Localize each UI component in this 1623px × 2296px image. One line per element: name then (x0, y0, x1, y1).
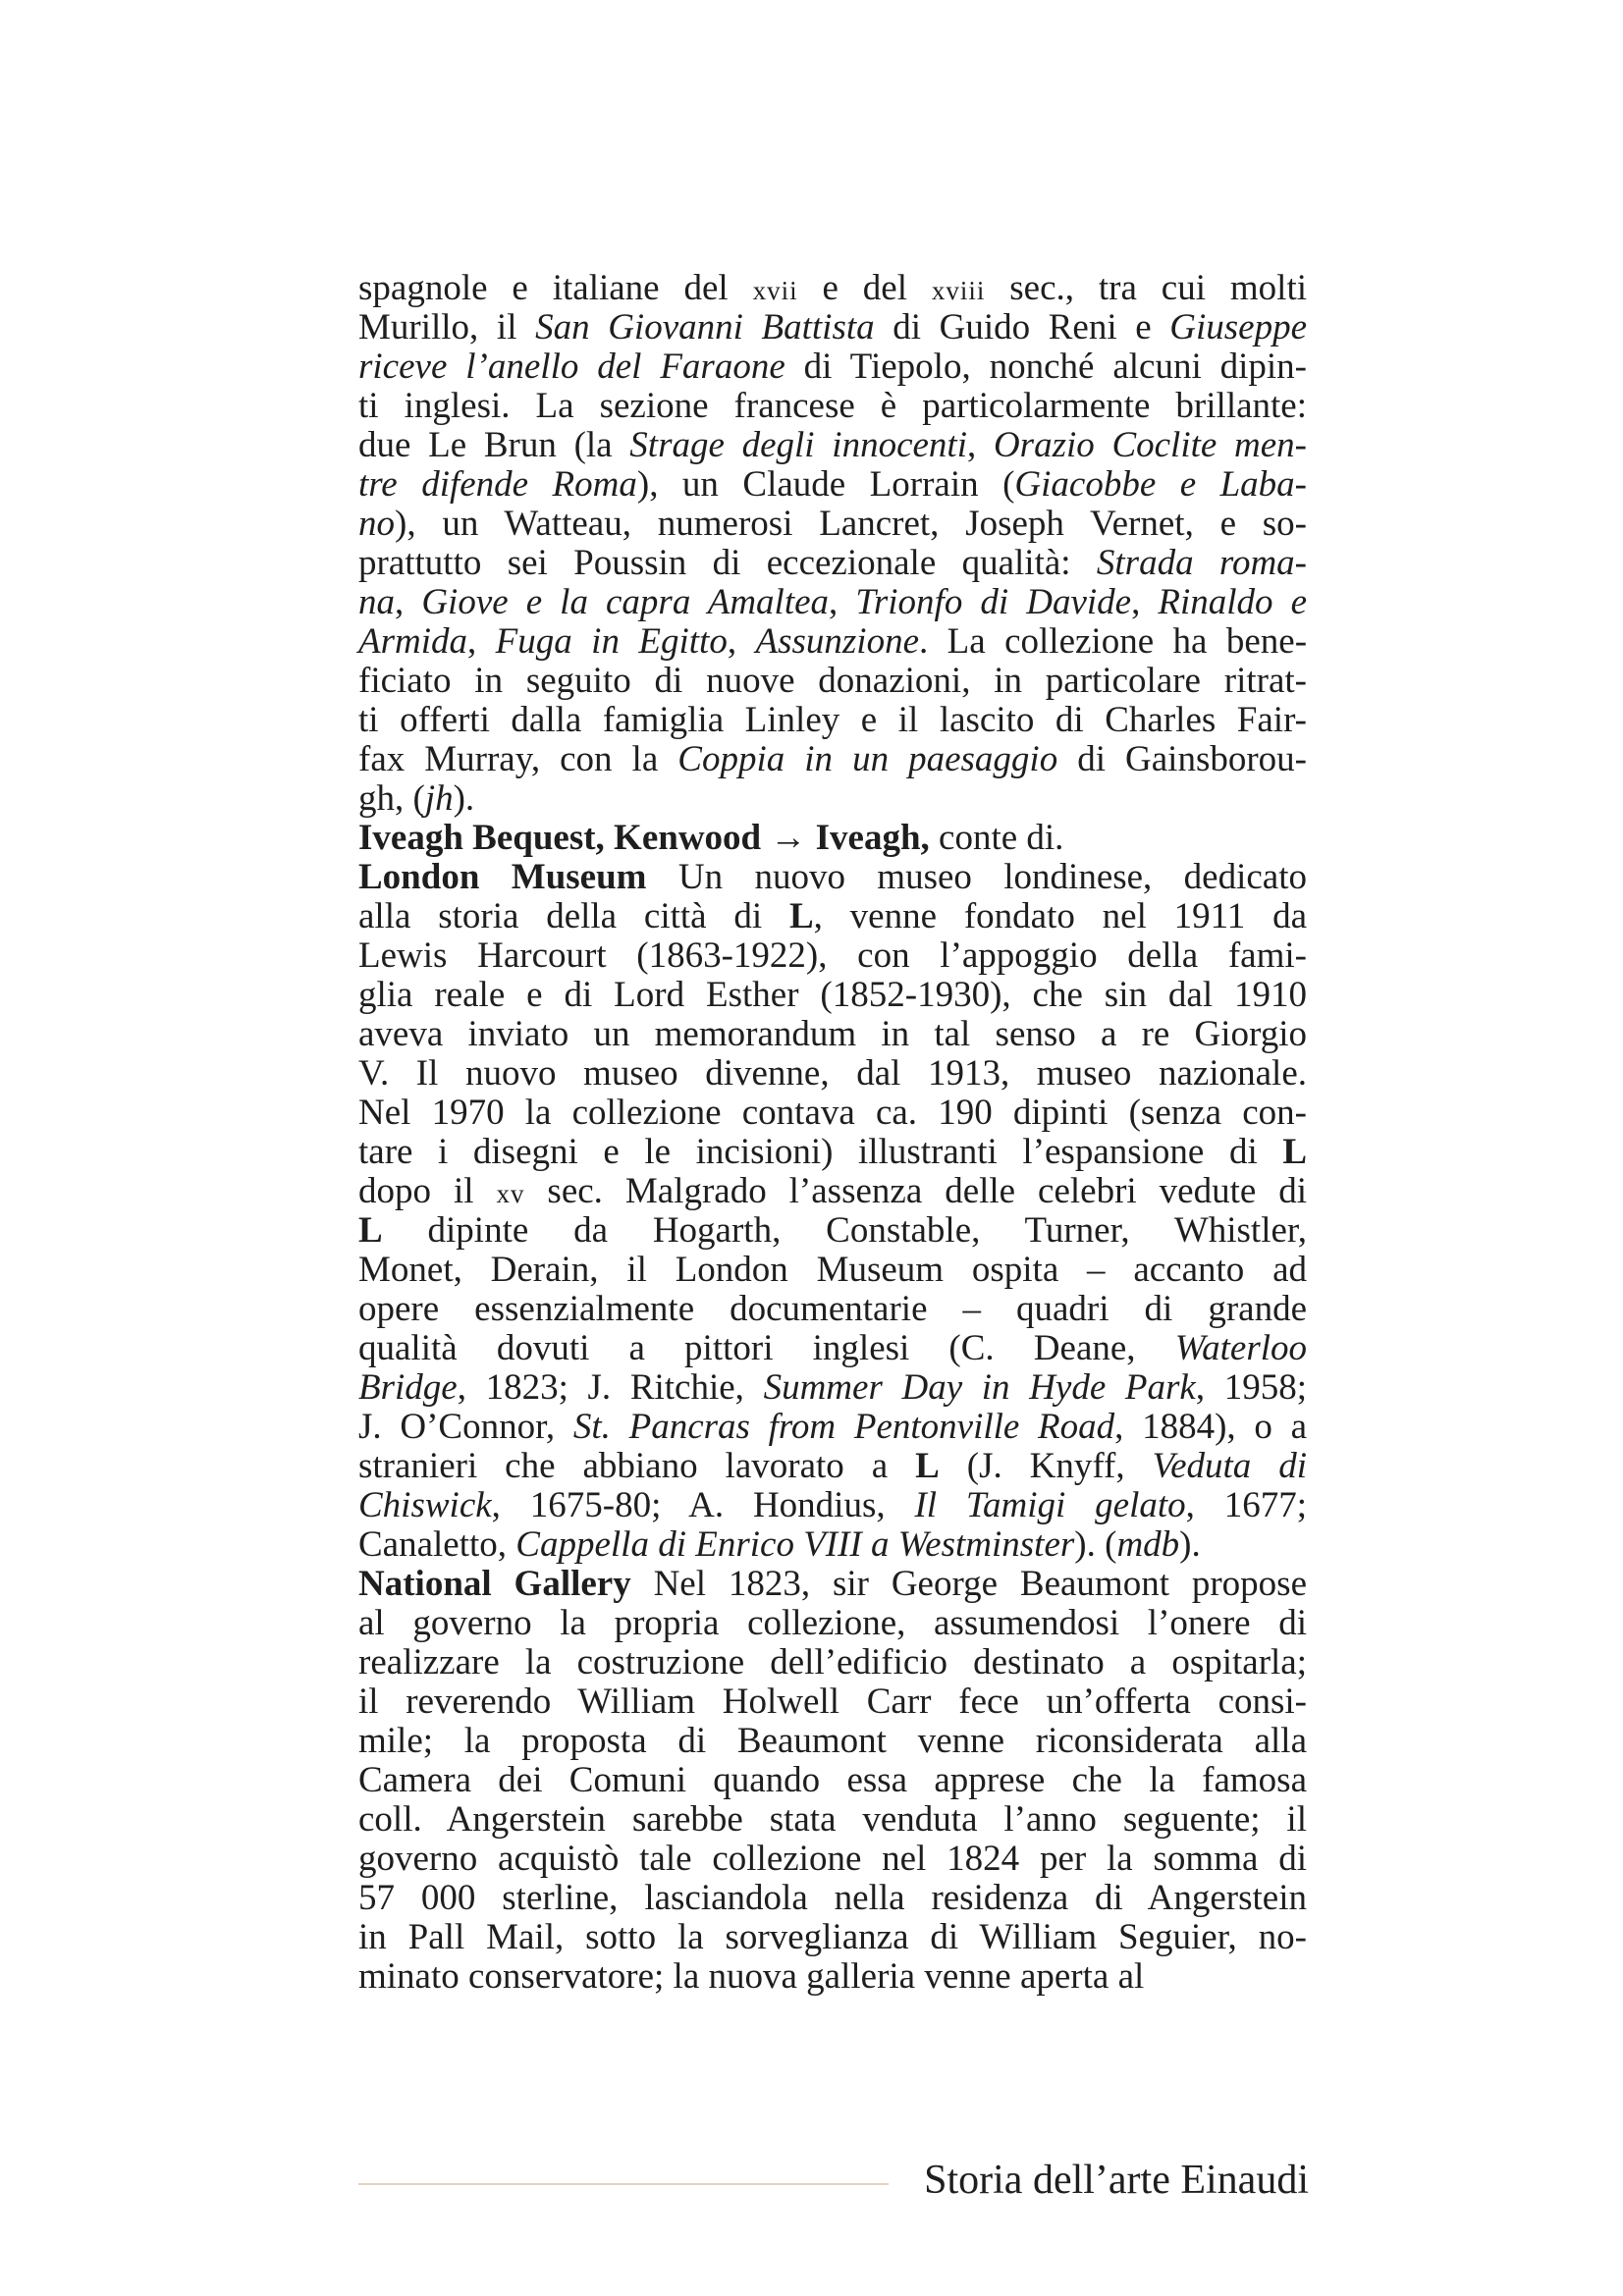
text-span: San Giovanni Battista (535, 307, 875, 347)
text-span: realizzare la costruzione dell’edificio destinato a ospitarla; (358, 1642, 1307, 1682)
text-span: ). (453, 778, 475, 819)
text-span: prattutto sei Poussin di eccezionale qualità: (358, 543, 1097, 583)
text-span: Trionfo di Davide (855, 582, 1132, 622)
text-line (358, 701, 1307, 740)
text-span: il reverendo William Holwell Carr fece un’offerta consi- (358, 1682, 1307, 1722)
text-span: opere essenzialmente documentarie – quadri di grande (358, 1289, 1307, 1329)
text-line (358, 976, 1307, 1015)
text-span: J. O’Connor, (358, 1407, 573, 1447)
text-span: Canaletto, (358, 1524, 516, 1565)
text-span: Un nuovo museo londinese, dedicato (646, 857, 1307, 897)
text-span: Cappella di Enrico VIII a Westminster (515, 1524, 1075, 1565)
text-span: coll. Angerstein sarebbe stata venduta l’anno seguente; il (358, 1799, 1307, 1840)
text-span: Assunzione (755, 621, 919, 662)
text-span: xv (496, 1179, 525, 1208)
text-span: mdb (1116, 1524, 1180, 1565)
text-span: Veduta di (1152, 1446, 1308, 1486)
text-span: , 1884), o a (1114, 1407, 1308, 1447)
text-span: tare i disegni e le incisioni) illustranti l’espansione di (358, 1132, 1283, 1172)
text-span: L (788, 896, 814, 936)
text-span: Nel 1823, sir George Beaumont propose (630, 1564, 1307, 1604)
text-line (358, 505, 1307, 544)
text-line (358, 897, 1307, 936)
text-line (358, 858, 1307, 897)
text-span: 57 000 sterline, lasciandola nella residenza di Angerstein (358, 1878, 1307, 1918)
text-span: London Museum (358, 857, 647, 897)
text-span: tre difende Roma (358, 464, 637, 505)
text-span: riceve l’anello del Faraone (358, 347, 785, 387)
text-span: di Tiepolo, nonché alcuni dipin- (784, 347, 1308, 387)
text-line (358, 1565, 1307, 1604)
text-span: Chiswick (358, 1485, 492, 1525)
text-span: no (358, 504, 395, 544)
text-span: glia reale e di Lord Esther (1852-1930), che sin dal 1910 (358, 975, 1307, 1015)
text-span: St. Pancras from Pentonville Road (572, 1407, 1115, 1447)
text-line (358, 1408, 1307, 1447)
text-span: due Le Brun (la (358, 425, 630, 465)
text-span: ), un Claude Lorrain ( (636, 464, 1015, 505)
text-span: ficiato in seguito di nuove donazioni, in particolare ritrat- (358, 661, 1307, 701)
text-line (358, 1251, 1307, 1290)
text-line (358, 936, 1307, 976)
text-line (358, 1604, 1307, 1643)
text-span: di Guido Reni e (874, 307, 1170, 347)
text-line (358, 1525, 1307, 1565)
text-span: ti inglesi. La sezione francese è particolarmente brillante: (358, 386, 1307, 426)
text-span: Monet, Derain, il London Museum ospita – accanto ad (358, 1250, 1307, 1290)
text-span: qualità dovuti a pittori inglesi (C. Deane, (358, 1328, 1175, 1368)
text-line (358, 1800, 1307, 1840)
text-span: xviii (931, 276, 986, 305)
text-span: Coppia in un paesaggio (677, 739, 1058, 779)
text-span: . La collezione ha bene- (919, 621, 1308, 662)
text-span: ), un Watteau, numerosi Lancret, Joseph Vernet, e so- (395, 504, 1307, 544)
text-span: L (1282, 1132, 1307, 1172)
text-span: governo acquistò tale collezione nel 1824 per la somma di (358, 1839, 1307, 1879)
text-span: Il Tamigi gelato (914, 1485, 1186, 1525)
text-line (358, 779, 1307, 819)
text-line (358, 662, 1307, 701)
text-span: Waterloo (1174, 1328, 1307, 1368)
text-span: , 1958; (1195, 1367, 1308, 1408)
text-line (358, 269, 1307, 308)
text-span: Murillo, il (358, 307, 536, 347)
text-span: Iveagh Bequest, Kenwood → Iveagh, (358, 818, 930, 858)
footer-title: Storia dell’arte Einaudi (924, 2158, 1309, 2203)
text-span: minato conservatore; la nuova galleria venne aperta al (358, 1956, 1145, 1997)
text-line (358, 583, 1307, 622)
text-span: , (966, 425, 994, 465)
text-span: National Gallery (358, 1564, 631, 1604)
text-span: , (1131, 582, 1159, 622)
text-span: dopo il (358, 1171, 497, 1211)
text-span: Orazio Coclite men- (993, 425, 1307, 465)
text-span: Strada roma- (1096, 543, 1307, 583)
text-span: L (915, 1446, 940, 1486)
text-span: Giacobbe e Laba- (1014, 464, 1307, 505)
text-line (358, 1133, 1307, 1172)
text-line (358, 1447, 1307, 1486)
text-line (358, 1879, 1307, 1918)
text-span: conte di. (929, 818, 1064, 858)
text-line (358, 1840, 1307, 1879)
text-span: , (395, 582, 422, 622)
text-span: na (358, 582, 395, 622)
text-span: Giove e la capra Amaltea (421, 582, 830, 622)
text-span: alla storia della città di (358, 896, 789, 936)
text-span: Bridge (358, 1367, 458, 1408)
text-span: , (467, 621, 496, 662)
text-line (358, 426, 1307, 465)
text-span: Nel 1970 la collezione contava ca. 190 dipinti (senza con- (358, 1093, 1307, 1133)
text-span: Summer Day in Hyde Park (763, 1367, 1196, 1408)
text-span: ). (1179, 1524, 1201, 1565)
text-line (358, 1054, 1307, 1094)
text-span: di Gainsborou- (1057, 739, 1307, 779)
text-line (358, 347, 1307, 387)
text-span: in Pall Mail, sotto la sorveglianza di William Seguier, no- (358, 1917, 1307, 1957)
text-span: Fuga in Egitto (495, 621, 728, 662)
text-span: , (829, 582, 856, 622)
text-line (358, 1094, 1307, 1133)
text-span: Strage degli innocenti (629, 425, 967, 465)
text-span: L (358, 1210, 383, 1251)
text-line (358, 1682, 1307, 1722)
text-line (358, 544, 1307, 583)
text-span: al governo la propria collezione, assumendosi l’onere di (358, 1603, 1307, 1643)
text-span: Giuseppe (1169, 307, 1308, 347)
text-line (358, 387, 1307, 426)
text-line (358, 1918, 1307, 1957)
text-span: , venne fondato nel 1911 da (813, 896, 1307, 936)
text-line (358, 1329, 1307, 1368)
text-line (358, 740, 1307, 779)
text-span: mile; la proposta di Beaumont venne riconsiderata alla (358, 1721, 1307, 1761)
text-span: fax Murray, con la (358, 739, 678, 779)
text-line (358, 308, 1307, 347)
text-span: jh (424, 778, 454, 819)
text-span: Rinaldo e (1158, 582, 1308, 622)
text-span: stranieri che abbiano lavorato a (358, 1446, 916, 1486)
text-line (358, 1486, 1307, 1525)
text-line (358, 1290, 1307, 1329)
text-line (358, 622, 1307, 662)
text-span: , 1823; J. Ritchie, (457, 1367, 764, 1408)
text-line (358, 1368, 1307, 1408)
text-line (358, 465, 1307, 505)
text-line (358, 1211, 1307, 1251)
text-line (358, 819, 1307, 858)
text-span: , 1675-80; A. Hondius, (491, 1485, 915, 1525)
text-span: sec., tra cui molti (985, 268, 1308, 308)
footer-rule (358, 2183, 889, 2185)
text-line (358, 1761, 1307, 1800)
text-span: V. Il nuovo museo divenne, dal 1913, museo nazionale. (358, 1053, 1307, 1094)
text-span: , (727, 621, 756, 662)
text-line (358, 1957, 1307, 1997)
text-line (358, 1722, 1307, 1761)
text-span: ). ( (1074, 1524, 1117, 1565)
text-line (358, 1172, 1307, 1211)
text-line (358, 1015, 1307, 1054)
text-span: sec. Malgrado l’assenza delle celebri vedute di (524, 1171, 1307, 1211)
text-span: ti offerti dalla famiglia Linley e il lascito di Charles Fair- (358, 700, 1307, 740)
text-span: , 1677; (1185, 1485, 1308, 1525)
text-line (358, 1643, 1307, 1682)
text-span: xvii (752, 276, 798, 305)
text-span: e del (797, 268, 932, 308)
text-span: (J. Knyff, (939, 1446, 1153, 1486)
text-span: gh, ( (358, 778, 425, 819)
text-span: dipinte da Hogarth, Constable, Turner, Whistler, (382, 1210, 1307, 1251)
text-span: aveva inviato un memorandum in tal senso a re Giorgio (358, 1014, 1307, 1054)
text-span: spagnole e italiane del (358, 268, 753, 308)
text-span: Lewis Harcourt (1863-1922), con l’appoggio della fami- (358, 935, 1307, 976)
text-span: Camera dei Comuni quando essa apprese che la famosa (358, 1760, 1307, 1800)
text-span: Armida (358, 621, 467, 662)
